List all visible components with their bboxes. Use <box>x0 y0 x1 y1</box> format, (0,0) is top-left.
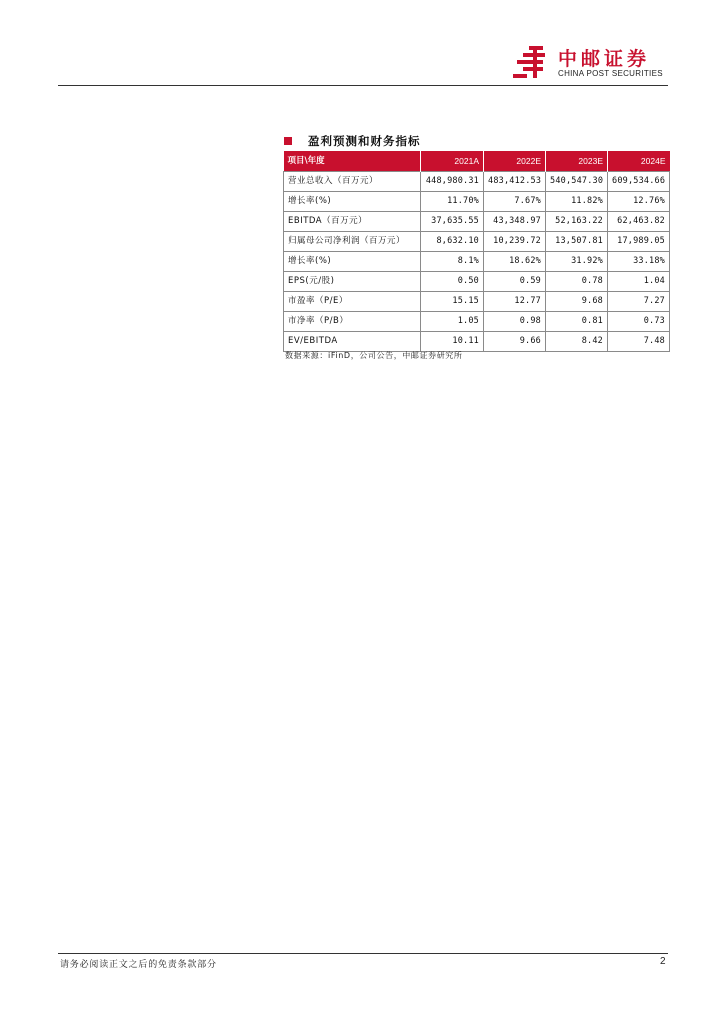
value-cell: 1.05 <box>421 312 484 332</box>
value-cell: 0.81 <box>546 312 608 332</box>
table-row <box>284 332 670 352</box>
value-cell: 9.66 <box>484 332 546 352</box>
value-cell: 540,547.30 <box>546 172 608 192</box>
row-label: 增长率(%) <box>284 252 421 272</box>
value-cell: 17,989.05 <box>608 232 670 252</box>
value-cell: 13,507.81 <box>546 232 608 252</box>
value-cell: 8,632.10 <box>421 232 484 252</box>
value-cell: 483,412.53 <box>484 172 546 192</box>
value-cell: 609,534.66 <box>608 172 670 192</box>
value-cell: 11.82% <box>546 192 608 212</box>
table-row <box>284 252 670 272</box>
value-cell: 12.77 <box>484 292 546 312</box>
data-source-note: 数据来源：iFinD，公司公告，中邮证券研究所 <box>285 351 463 360</box>
brand-name-cn: 中邮证券 <box>558 48 651 70</box>
header-divider <box>58 85 668 86</box>
row-label: 增长率(%) <box>284 192 421 212</box>
row-label: 归属母公司净利润（百万元） <box>284 232 421 252</box>
value-cell: 0.78 <box>546 272 608 292</box>
value-cell: 0.50 <box>421 272 484 292</box>
value-cell: 448,980.31 <box>421 172 484 192</box>
value-cell: 0.59 <box>484 272 546 292</box>
value-cell: 7.67% <box>484 192 546 212</box>
year-header-cell: 2023E <box>546 151 608 172</box>
row-label: 市净率（P/B） <box>284 312 421 332</box>
value-cell: 15.15 <box>421 292 484 312</box>
row-label: 营业总收入（百万元） <box>284 172 421 192</box>
year-header-cell: 2024E <box>608 151 670 172</box>
table-row <box>284 172 670 192</box>
value-cell: 11.70% <box>421 192 484 212</box>
table-header-row <box>284 151 670 172</box>
value-cell: 10,239.72 <box>484 232 546 252</box>
row-label: EPS(元/股) <box>284 272 421 292</box>
table-row <box>284 292 670 312</box>
value-cell: 18.62% <box>484 252 546 272</box>
value-cell: 1.04 <box>608 272 670 292</box>
table-row <box>284 312 670 332</box>
section-heading <box>284 133 421 149</box>
disclaimer-text: 请务必阅读正文之后的免责条款部分 <box>60 960 217 970</box>
row-label: EV/EBITDA <box>284 332 421 352</box>
table-row <box>284 272 670 292</box>
value-cell: 0.73 <box>608 312 670 332</box>
square-bullet-icon <box>284 137 292 145</box>
value-cell: 37,635.55 <box>421 212 484 232</box>
value-cell: 31.92% <box>546 252 608 272</box>
value-cell: 0.98 <box>484 312 546 332</box>
page-number: 2 <box>660 956 666 967</box>
value-cell: 62,463.82 <box>608 212 670 232</box>
year-header-cell: 2022E <box>484 151 546 172</box>
row-label: EBITDA（百万元） <box>284 212 421 232</box>
brand-name-en: CHINA POST SECURITIES <box>558 69 663 78</box>
footer-divider <box>58 953 668 954</box>
value-cell: 9.68 <box>546 292 608 312</box>
value-cell: 10.11 <box>421 332 484 352</box>
value-cell: 7.48 <box>608 332 670 352</box>
value-cell: 8.42 <box>546 332 608 352</box>
page-header <box>0 0 724 86</box>
value-cell: 7.27 <box>608 292 670 312</box>
row-label: 市盈率（P/E） <box>284 292 421 312</box>
value-cell: 12.76% <box>608 192 670 212</box>
table-row <box>284 232 670 252</box>
table-row <box>284 212 670 232</box>
value-cell: 8.1% <box>421 252 484 272</box>
table-row <box>284 192 670 212</box>
value-cell: 33.18% <box>608 252 670 272</box>
china-post-logo-icon <box>513 44 553 80</box>
value-cell: 43,348.97 <box>484 212 546 232</box>
value-cell: 52,163.22 <box>546 212 608 232</box>
financial-forecast-table <box>283 151 669 352</box>
section-title: 盈利预测和财务指标 <box>308 134 421 148</box>
year-header-cell: 2021A <box>421 151 484 172</box>
header-label-cell: 项目\年度 <box>284 151 421 172</box>
